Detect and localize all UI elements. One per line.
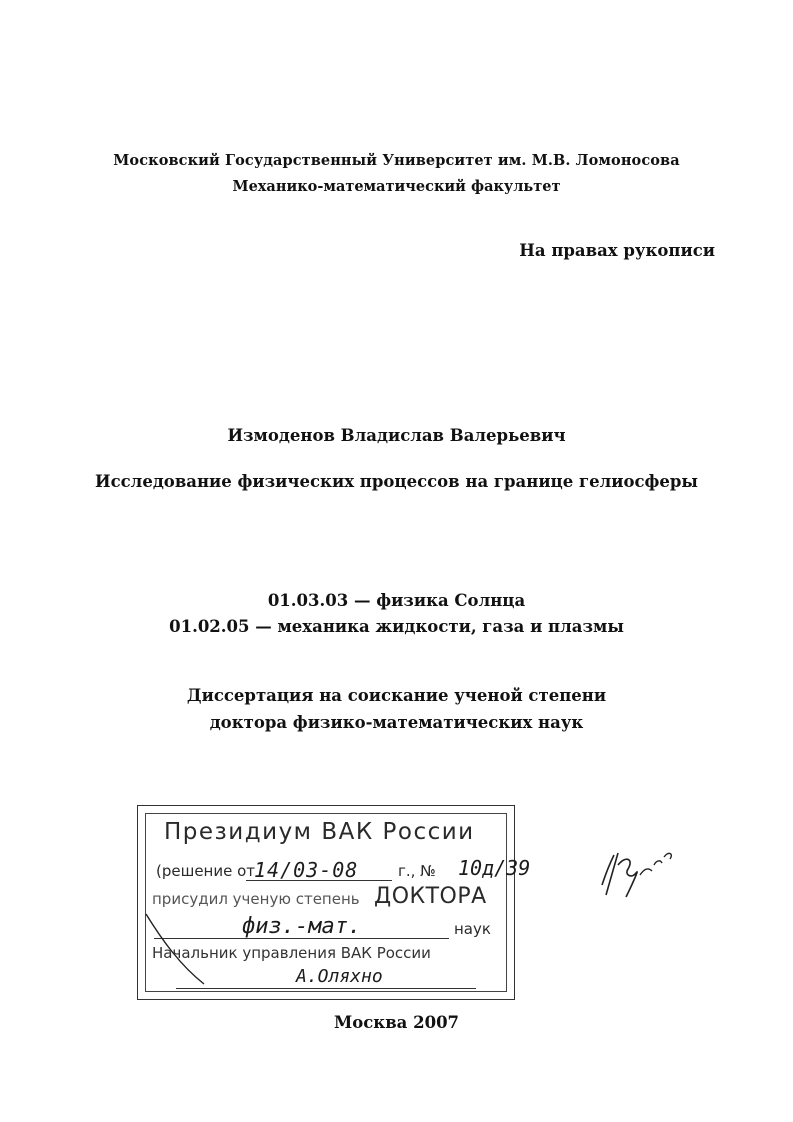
university-name: Московский Государственный Университет им. М.В. Ломоносова: [113, 152, 680, 169]
stamp-heading: Президиум ВАК России: [164, 819, 475, 845]
city-year: Москва 2007: [333, 1013, 460, 1032]
specialty-1: 01.03.03 — физика Солнца: [267, 591, 526, 610]
stamp-signature: А.Оляхно: [296, 966, 383, 987]
stamp-decision-label: (решение от: [156, 862, 256, 880]
stamp-inner-frame: [145, 813, 531, 992]
specialty-2: 01.02.05 — механика жидкости, газа и плазмы: [169, 617, 624, 636]
manuscript-rights-note: На правах рукописи: [519, 241, 715, 260]
vak-stamp: [137, 805, 531, 1000]
stamp-handwritten-field: физ.-мат.: [242, 914, 362, 939]
stamp-sciences-label: наук: [454, 920, 491, 938]
stamp-pen-stroke-icon: [142, 910, 212, 990]
degree-statement-line1: Диссертация на соискание ученой степени: [186, 686, 607, 705]
degree-statement-line2: доктора физико-математических наук: [209, 713, 584, 732]
stamp-awarded-label: присудил ученую степень: [152, 890, 360, 908]
stamp-signature-line: [176, 988, 476, 989]
stamp-handwritten-date: 14/03-08: [254, 858, 359, 882]
dissertation-title: Исследование физических процессов на границе гелиосферы: [95, 472, 698, 491]
stamp-degree: ДОКТОРА: [374, 884, 487, 909]
stamp-year-label: г., №: [398, 862, 436, 880]
stamp-head-label: Начальник управления ВАК России: [152, 944, 431, 962]
faculty-name: Механико-математический факультет: [232, 178, 561, 195]
author-name: Измоденов Владислав Валерьевич: [227, 426, 566, 445]
handwritten-signature-mark: [596, 845, 680, 909]
stamp-handwritten-number: 10д/39: [458, 856, 531, 880]
